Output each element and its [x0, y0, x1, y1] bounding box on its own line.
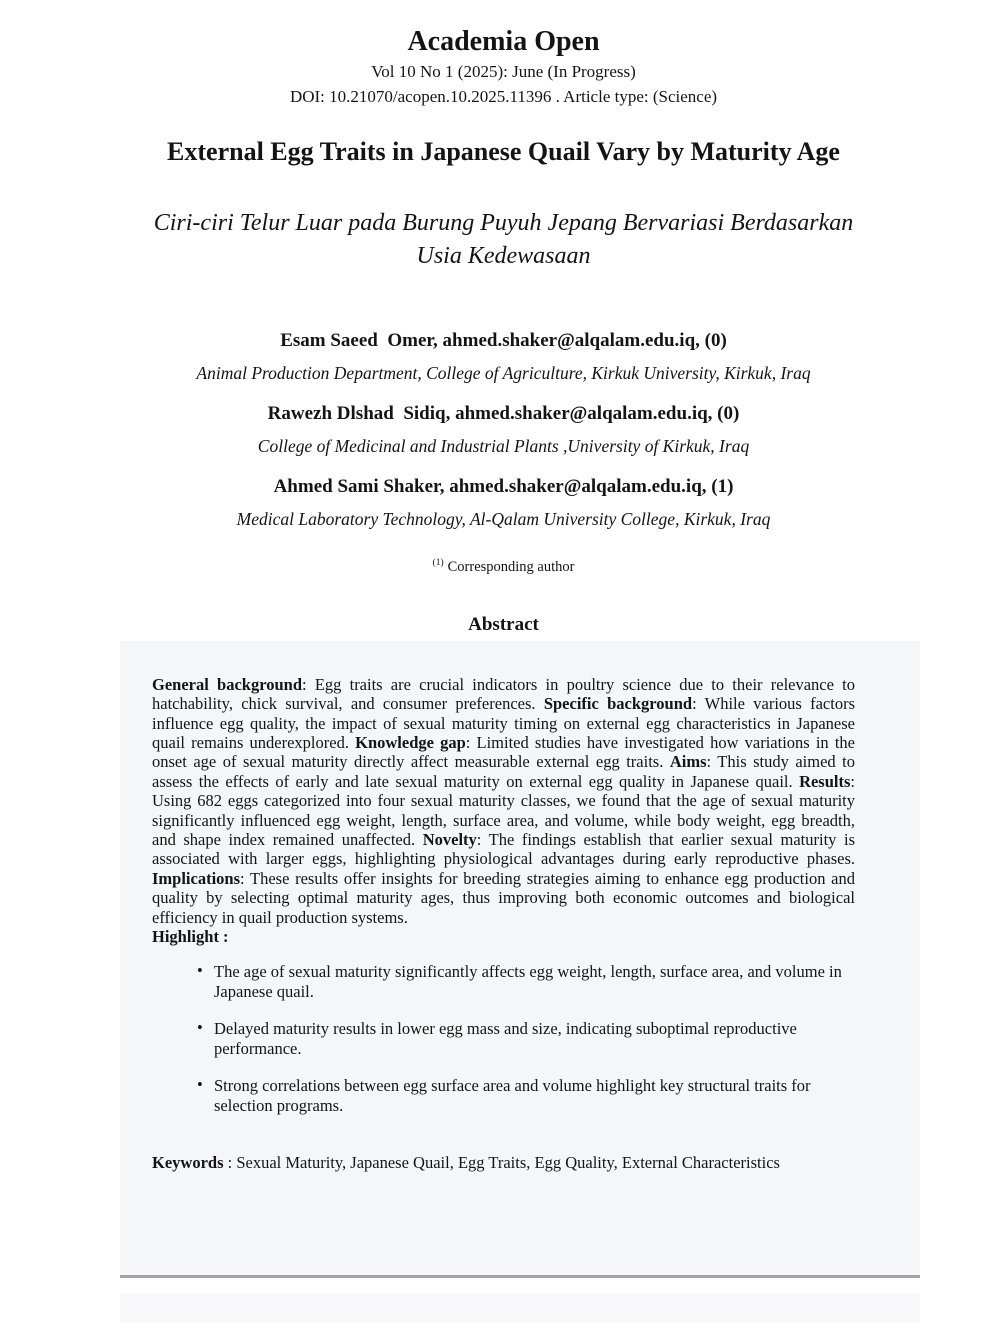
abstract-segment-text: : This study aimed to assess the effects of early and late sexual maturity on external egg quality in Japanese quail. — [152, 752, 856, 791]
author-block — [0, 475, 1007, 530]
corresponding-marker: (1) — [432, 558, 444, 568]
article-subtitle-translated: Ciri-ciri Telur Luar pada Burung Puyuh Jepang Bervariasi Berdasarkan Usia Kedewasaan — [153, 210, 854, 269]
keywords-line — [152, 1152, 855, 1173]
abstract-segment-label: Aims — [669, 752, 707, 772]
highlight-item: • The age of sexual maturity significantly affects egg weight, length, surface area, and volume in Japanese quail. — [197, 962, 855, 1002]
abstract-segment-text: : Limited studies have investigated how variations in the onset age of sexual maturity directly affect measurable external egg traits. — [152, 733, 855, 772]
keywords-label: Keywords — [152, 1152, 224, 1172]
journal-masthead — [0, 0, 1007, 108]
author-name: Esam Saeed Omer, ahmed.shaker@alqalam.edu.iq, (0) — [280, 330, 727, 351]
next-section-strip — [120, 1293, 920, 1323]
corresponding-author-note — [0, 554, 1007, 576]
highlight-item: • Delayed maturity results in lower egg mass and size, indicating suboptimal reproductive performance. — [197, 1019, 855, 1059]
abstract-heading: Abstract — [468, 613, 539, 635]
journal-doi-line: DOI: 10.21070/acopen.10.2025.11396 . Article type: (Science) — [289, 87, 718, 106]
author-affiliation: Medical Laboratory Technology, Al-Qalam University College, Kirkuk, Iraq — [236, 509, 771, 529]
author-affiliation: Animal Production Department, College of Agriculture, Kirkuk University, Kirkuk, Iraq — [196, 363, 811, 383]
journal-issue: Vol 10 No 1 (2025): June (In Progress) — [371, 62, 636, 81]
abstract-segment-text: : Using 682 eggs categorized into four sexual maturity classes, we found that the age of sexual maturity significantly influenced egg weight, length, surface area, and volume, while body weight, egg breadth, and shape index remained unaffected. — [152, 771, 855, 850]
article-title: External Egg Traits in Japanese Quail Vary by Maturity Age — [167, 137, 840, 166]
abstract-paragraph — [152, 675, 855, 927]
keywords-text: : Sexual Maturity, Japanese Quail, Egg Traits, Egg Quality, External Characteristics — [223, 1152, 780, 1172]
authors-section — [0, 329, 1007, 530]
abstract-segment-label: General background — [152, 674, 303, 694]
abstract-segment-text: : The findings establish that earlier sexual maturity is associated with larger eggs, highlighting physiological advantages during early reproductive phases. — [152, 830, 855, 869]
author-block — [0, 402, 1007, 457]
abstract-panel — [120, 641, 920, 1278]
highlight-label: Highlight : — [152, 927, 229, 947]
abstract-segment-text: : These results offer insights for breeding strategies aiming to enhance egg production and quality by selecting optimal maturity ages, thus improving both economic outcomes and biological efficiency in quail production systems. — [152, 868, 855, 927]
abstract-segment-label: Specific background — [543, 694, 693, 714]
author-block — [0, 329, 1007, 384]
abstract-segment-text: : Egg traits are crucial indicators in poultry science due to their relevance to hatchability, chick survival, and consumer preferences. — [152, 674, 856, 714]
abstract-segment-label: Implications — [152, 868, 241, 888]
abstract-segment-text: : While various factors influence egg quality, the impact of sexual maturity timing on external egg characteristics in Japanese quail remains underexplored. — [152, 694, 856, 753]
author-name: Ahmed Sami Shaker, ahmed.shaker@alqalam.edu.iq, (1) — [273, 476, 734, 497]
highlights-list — [152, 962, 855, 1116]
abstract-segment-label: Novelty — [422, 830, 477, 850]
abstract-segment-label: Results — [799, 771, 851, 791]
abstract-segment-label: Knowledge gap — [355, 733, 466, 753]
author-affiliation: College of Medicinal and Industrial Plants ,University of Kirkuk, Iraq — [257, 436, 750, 456]
corresponding-text: Corresponding author — [447, 558, 575, 575]
author-name: Rawezh Dlshad Sidiq, ahmed.shaker@alqalam.edu.iq, (0) — [267, 403, 740, 424]
journal-name: Academia Open — [407, 26, 600, 57]
highlight-item: • Strong correlations between egg surface area and volume highlight key structural traits for selection programs. — [197, 1076, 855, 1116]
